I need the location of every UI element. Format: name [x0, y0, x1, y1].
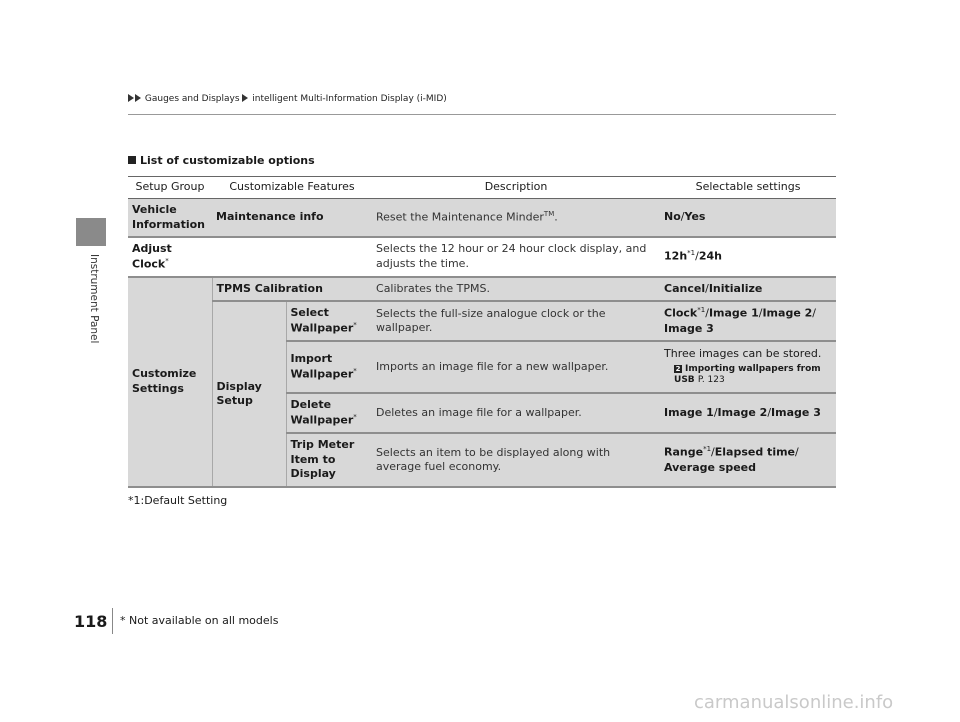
footnote-default-setting: *1:Default Setting — [128, 494, 228, 507]
header-selectable-settings: Selectable settings — [660, 177, 836, 199]
table-row — [128, 301, 836, 341]
feature-import-wallpaper: Import Wallpaper* — [286, 341, 372, 393]
description-cell: Selects an item to be displayed along with average fuel economy. — [372, 433, 660, 487]
page-number: 118 — [74, 612, 108, 631]
page-divider — [112, 608, 113, 634]
feature-empty-cell — [212, 237, 372, 277]
feature-tpms-calibration: TPMS Calibration — [212, 277, 372, 302]
settings-cell: No/Yes — [660, 199, 836, 238]
table-row — [128, 277, 836, 302]
breadcrumb — [128, 94, 447, 104]
customizable-options-table — [128, 176, 836, 488]
description-cell: Selects the 12 hour or 24 hour clock display, and adjusts the time. — [372, 237, 660, 277]
cross-reference-link[interactable]: 2 Importing wallpapers from USB P. 123 — [674, 363, 821, 386]
description-cell: Reset the Maintenance Minder™. — [372, 199, 660, 238]
availability-note: * Not available on all models — [120, 614, 279, 627]
feature-trip-meter: Trip Meter Item to Display — [286, 433, 372, 487]
arrow-icon — [242, 94, 248, 102]
settings-cell: Cancel/Initialize — [660, 277, 836, 302]
description-cell: Calibrates the TPMS. — [372, 277, 660, 302]
header-rule — [128, 114, 836, 115]
group-customize-settings: Customize Settings — [128, 277, 212, 488]
chapter-label: Instrument Panel — [88, 254, 100, 344]
group-adjust-clock: Adjust Clock* — [128, 237, 212, 277]
description-cell: Imports an image file for a new wallpaper. — [372, 341, 660, 393]
table-header-row — [128, 177, 836, 199]
import-note: Three images can be stored. — [664, 347, 822, 361]
chapter-tab — [76, 218, 106, 246]
description-cell: Deletes an image file for a wallpaper. — [372, 393, 660, 433]
section-title — [128, 154, 315, 167]
group-vehicle-information: Vehicle Information — [128, 199, 212, 238]
settings-cell — [660, 341, 836, 393]
section-title-text: List of customizable options — [140, 154, 315, 167]
arrow-icon — [128, 94, 134, 102]
settings-cell: $12h^{*1}/24h$ — [660, 237, 836, 277]
watermark: carmanualsonline.info — [694, 692, 894, 713]
arrow-icon — [135, 94, 141, 102]
square-bullet-icon — [128, 156, 136, 164]
breadcrumb-gauges[interactable]: Gauges and Displays — [144, 94, 240, 104]
description-cell: Selects the full-size analogue clock or the wallpaper. — [372, 301, 660, 341]
table-row — [128, 237, 836, 277]
subgroup-display-setup: Display Setup — [212, 301, 286, 487]
feature-maintenance-info: Maintenance info — [212, 199, 372, 238]
header-setup-group: Setup Group — [128, 177, 212, 199]
table-row — [128, 199, 836, 238]
reference-icon: 2 — [675, 364, 681, 373]
breadcrumb-imid[interactable]: intelligent Multi-Information Display (i-MID) — [252, 94, 447, 104]
settings-cell: Range$^{*1}$/Elapsed time/ Average speed — [660, 433, 836, 487]
feature-delete-wallpaper: Delete Wallpaper* — [286, 393, 372, 433]
feature-select-wallpaper: Select Wallpaper* — [286, 301, 372, 341]
header-description: Description — [372, 177, 660, 199]
settings-cell: Clock$^{*1}$/Image 1/Image 2/ Image 3 — [660, 301, 836, 341]
header-customizable-features: Customizable Features — [212, 177, 372, 199]
settings-cell: Image 1/Image 2/Image 3 — [660, 393, 836, 433]
